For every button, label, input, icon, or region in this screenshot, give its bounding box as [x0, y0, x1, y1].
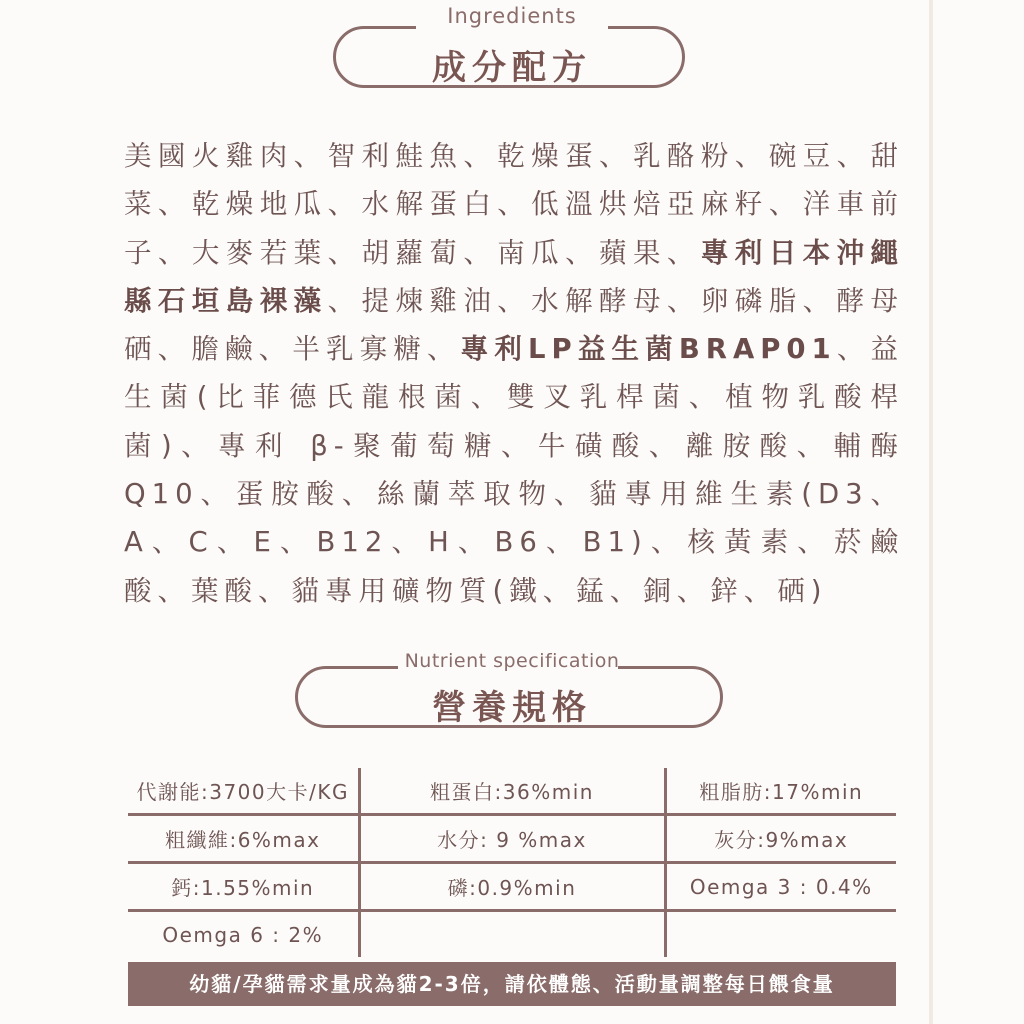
nutrient-title-en: Nutrient specification: [404, 650, 620, 672]
table-cell: [665, 911, 896, 958]
table-cell: 粗纖維:6%max: [128, 815, 359, 863]
ingredients-text-part3: 、益生菌(比菲德氏龍根菌、雙叉乳桿菌、植物乳酸桿菌)、專利 β-聚葡萄糖、牛磺酸、離胺酸、輔酶Q10、蛋胺酸、絲蘭萃取物、貓專用維生素(D3、A、C、E、B12、H、B6、B1)、核黃素、菸鹼酸、葉酸、貓專用礦物質(鐵、錳、銅、鋅、硒): [124, 333, 905, 607]
table-row: [128, 911, 896, 958]
table-cell: 灰分:9%max: [665, 815, 896, 863]
table-cell: 磷:0.9%min: [359, 863, 665, 911]
right-edge-rule: [929, 0, 933, 1024]
table-cell: 水分: 9 %max: [359, 815, 665, 863]
ingredients-highlight-euglena: 專利日本沖繩縣石垣島裸藻: [124, 236, 905, 317]
ingredients-text-part1: 美國火雞肉、智利鮭魚、乾燥蛋、乳酪粉、碗豆、甜菜、乾燥地瓜、水解蛋白、低溫烘焙亞麻籽、洋車前子、大麥若葉、胡蘿蔔、南瓜、蘋果、: [124, 140, 904, 269]
table-cell: Oemga 6 : 2%: [128, 911, 359, 958]
table-cell: Oemga 3 : 0.4%: [665, 863, 896, 911]
table-row: [128, 815, 896, 863]
table-row: [128, 863, 896, 911]
table-cell: 鈣:1.55%min: [128, 863, 359, 911]
ingredients-highlight-probiotic: 專利LP益生菌BRAP01: [460, 333, 837, 366]
table-row: [128, 768, 896, 815]
ingredients-title-zh: 成分配方: [432, 48, 592, 88]
feeding-note-banner: 幼貓/孕貓需求量成為貓2-3倍，請依體態、活動量調整每日餵食量: [128, 962, 896, 1006]
ingredients-title-en: Ingredients: [447, 4, 577, 28]
nutrient-title-zh: 營養規格: [432, 688, 592, 728]
table-cell: 粗蛋白:36%min: [359, 768, 665, 815]
ingredients-text-part2: 、提煉雞油、水解酵母、卵磷脂、酵母硒、膽鹼、半乳寡糖、: [124, 284, 905, 366]
ingredients-list: [124, 132, 904, 615]
nutrient-table: [128, 768, 896, 957]
table-cell: 代謝能:3700大卡/KG: [128, 768, 359, 815]
table-cell: 粗脂肪:17%min: [665, 768, 896, 815]
table-cell: [359, 911, 665, 958]
